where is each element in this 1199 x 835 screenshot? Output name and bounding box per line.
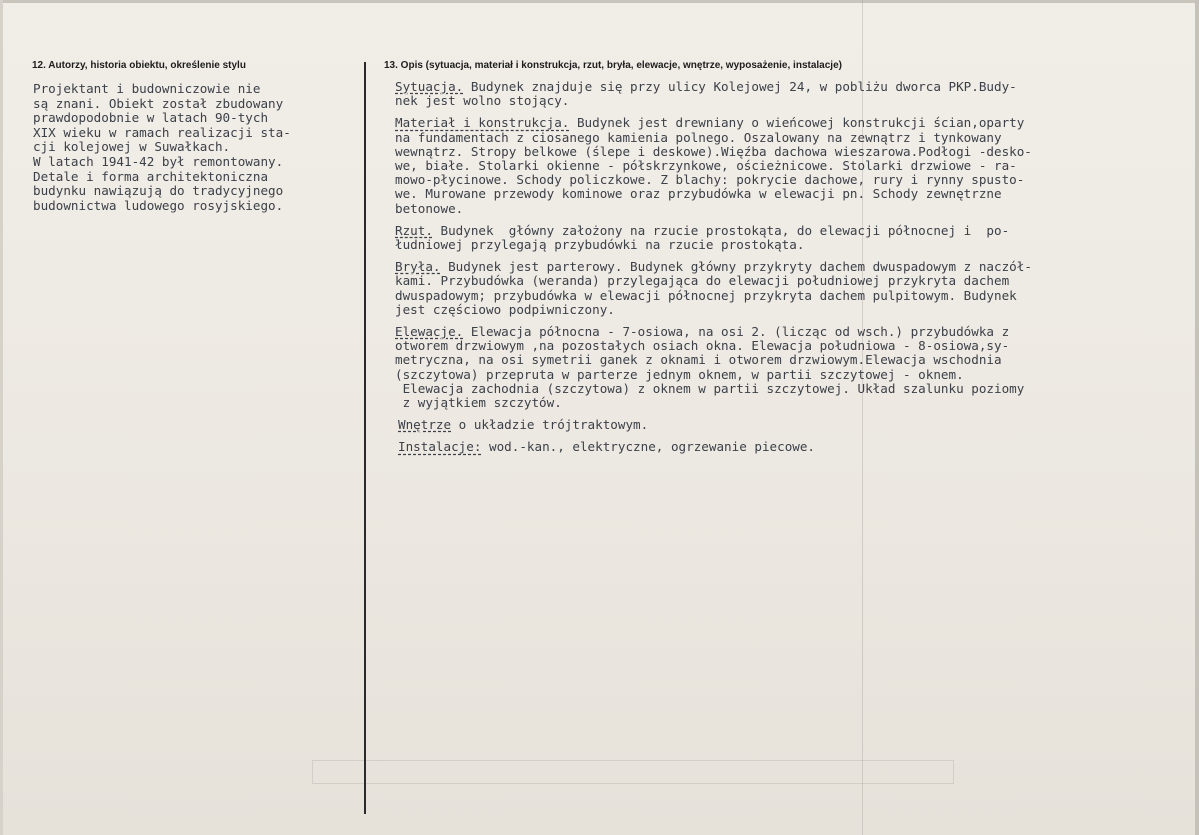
paragraph-text: Budynek jest drewniany o wieńcowej konstrukcji ścian,oparty na fundamentach z ciosanego kamienia polnego. Oszalowany na zewnątrz i tynkowany wewnątrz. Stropy belkowe (ślepe i deskowe).Więźba dachowa wieszarowa.Podłogi -desko- we, białe. Stolarki okienne - półskrzynkowe, ościeżnicowe. Stolarki drzwiowe - ra- mowo-płycinowe. Schody policzkowe. Z blachy: pokrycie dachowe, rury i rynny spusto- we. Murowane przewody kominowe oraz przybudówka w elewacji pn. Schody zewnętrzne betonowe. [395, 115, 1032, 216]
paragraph-text: o układzie trójtraktowym. [451, 417, 649, 433]
description-paragraph [395, 418, 1175, 432]
section-12-text: Projektant i budowniczowie nie są znani. Obiekt został zbudowany prawdopodobnie w latach 90-tych XIX wieku w ramach realizacji sta- cji kolejowej w Suwałkach. W latach 1941-42 był remontowany. Detale i forma architektoniczna budynku nawiązują do tradycyjnego budownictwa ludowego rosyjskiego. [33, 81, 291, 213]
section-13-body [395, 80, 1175, 463]
paragraph-label: Wnętrze [398, 417, 452, 433]
paragraph-label: Materiał i konstrukcja. [395, 115, 570, 131]
paragraph-text: Budynek znajduje się przy ulicy Kolejowej 24, w pobliżu dworca PKP.Budy- nek jest wolno stojący. [395, 79, 1017, 109]
card-edge-top [0, 0, 1199, 3]
paragraph-text: Elewacja północna - 7-osiowa, na osi 2. (licząc od wsch.) przybudówka z otworem drzwiowym ,na pozostałych osiach okna. Elewacja południowa - 8-osiowa,sy- metryczna, na osi symetrii ganek z oknami i otworem drzwiowym.Elewacja wschodnia (szczytowa) przepruta w parterze jednym oknem, w partii szczytowej - oknem. Elewacja zachodnia (szczytowa) z oknem w partii szczytowej. Układ szalunku poziomy z wyjątkiem szczytów. [395, 324, 1025, 411]
paragraph-text: wod.-kan., elektryczne, ogrzewanie piecowe. [481, 439, 816, 455]
description-paragraph [395, 224, 1175, 252]
paragraph-label: Rzut. [395, 222, 433, 238]
paragraph-text: Budynek jest parterowy. Budynek główny przykryty dachem dwuspadowym z naczół- kami. Przybudówka (weranda) przylegająca do elewacji południowej przykryta dachem dwuspadowym; przybudówka w elewacji północnej przykryta dachem pulpitowym. Budynek jest częściowo podpiwniczony. [395, 259, 1032, 317]
paragraph-label: Bryła. [395, 259, 441, 275]
column-divider [364, 62, 366, 814]
section-13-header: 13. Opis (sytuacja, materiał i konstrukcja, rzut, bryła, elewacje, wnętrze, wyposażenie, instalacje) [384, 60, 842, 71]
description-paragraph [395, 260, 1175, 317]
paragraph-label: Instalacje: [398, 439, 482, 455]
section-12-header: 12. Autorzy, historia obiektu, określenie stylu [32, 60, 246, 71]
description-paragraph [395, 80, 1175, 108]
description-paragraph [395, 440, 1175, 454]
paragraph-label: Elewacje. [395, 324, 464, 340]
show-through-band [312, 760, 954, 784]
paragraph-label: Sytuacja. [395, 79, 464, 94]
card-edge-left [0, 0, 3, 835]
card-edge-right [1195, 0, 1199, 835]
description-paragraph [395, 325, 1175, 410]
description-paragraph [395, 116, 1175, 215]
paragraph-text: Budynek główny założony na rzucie prostokąta, do elewacji północnej i po- łudniowej przylegają przybudówki na rzucie prostokąta. [395, 222, 1010, 253]
